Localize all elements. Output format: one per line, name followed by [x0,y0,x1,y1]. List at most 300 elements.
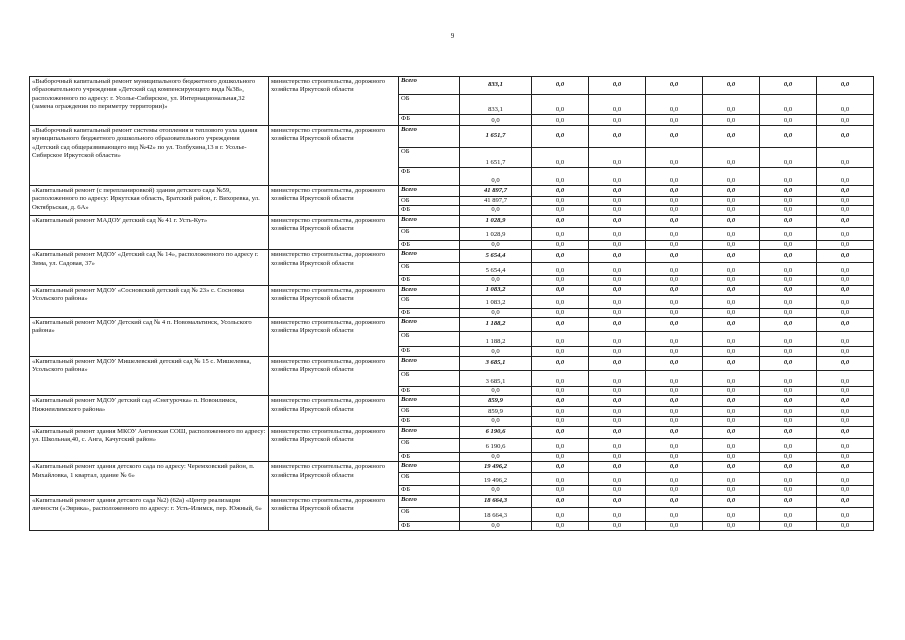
project-name-cell: «Выборочный капитальный ремонт системы отопления и теплового узла здания муниципального бюджетного дошкольного образовательного учреждения «Детский сад общеразвивающего вид №42» по ул. Толбухина,13 в г. Усолье-Сибирское Иркутской области» [30,126,269,186]
amount-cell: 0,0 [589,240,646,249]
funding-source-cell: ОБ [399,197,460,206]
amount-cell: 0,0 [760,126,817,148]
amount-cell: 0,0 [460,115,532,126]
project-name-cell: «Капитальный ремонт МДОУ «Детский сад № 14», расположенного по адресу г. Зима, ул. Садовая, 37» [30,250,269,285]
amount-cell: 0,0 [532,347,589,357]
amount-cell: 0,0 [817,387,874,396]
amount-cell: 0,0 [532,263,589,276]
amount-cell: 0,0 [760,115,817,126]
amount-cell: 0,0 [760,263,817,276]
amount-cell: 0,0 [760,227,817,240]
amount-cell: 0,0 [760,417,817,426]
amount-cell: 0,0 [532,186,589,197]
amount-cell: 0,0 [703,473,760,486]
table-row [30,77,874,95]
amount-cell: 0,0 [646,318,703,332]
amount-cell: 0,0 [760,318,817,332]
amount-cell: 0,0 [532,215,589,227]
amount-cell: 0,0 [703,115,760,126]
amount-cell: 0,0 [646,347,703,357]
amount-cell: 0,0 [703,126,760,148]
amount-cell: 3 685,1 [460,371,532,387]
amount-cell: 0,0 [817,396,874,407]
amount-cell: 0,0 [532,486,589,495]
amount-cell: 0,0 [703,168,760,186]
amount-cell: 0,0 [646,215,703,227]
amount-cell: 0,0 [646,462,703,473]
amount-cell: 0,0 [703,285,760,295]
amount-cell: 0,0 [646,308,703,317]
amount-cell: 0,0 [589,263,646,276]
amount-cell: 0,0 [817,186,874,197]
amount-cell: 0,0 [817,276,874,285]
executor-cell: министерство строительства, дорожного хозяйства Иркутской области [269,396,399,426]
amount-cell: 0,0 [589,426,646,438]
amount-cell: 0,0 [760,77,817,95]
amount-cell: 0,0 [589,396,646,407]
amount-cell: 0,0 [460,308,532,317]
funding-source-cell: ОБ [399,407,460,417]
amount-cell: 0,0 [532,115,589,126]
amount-cell: 0,0 [817,462,874,473]
amount-cell: 0,0 [589,285,646,295]
amount-cell: 0,0 [817,263,874,276]
amount-cell: 0,0 [703,318,760,332]
project-name-cell: «Капитальный ремонт здания детского сада №2) (62а) «Центр реализации личности («Эврика», расположенного по адресу: г. Усть-Илимск, пер. Южный, 6» [30,495,269,530]
amount-cell: 6 190,6 [460,438,532,452]
amount-cell: 0,0 [532,295,589,308]
amount-cell: 0,0 [817,148,874,168]
amount-cell: 0,0 [817,227,874,240]
amount-cell: 0,0 [589,95,646,115]
amount-cell: 1 651,7 [460,126,532,148]
amount-cell: 1 028,9 [460,227,532,240]
amount-cell: 0,0 [532,387,589,396]
project-name-cell: «Выборочный капитальный ремонт муниципального бюджетного дошкольного образовательного учреждения «Детский сад компенсирующего вида №38», расположенного по адресу: г. Усолье-Сибирское, ул. Интернациональная,32 (замена ограждения по периметру территории)» [30,77,269,126]
amount-cell: 0,0 [817,295,874,308]
amount-cell: 859,9 [460,407,532,417]
amount-cell: 0,0 [703,371,760,387]
funding-source-cell: ОБ [399,263,460,276]
amount-cell: 0,0 [646,521,703,530]
amount-cell: 0,0 [646,295,703,308]
amount-cell: 0,0 [760,371,817,387]
amount-cell: 0,0 [646,240,703,249]
amount-cell: 0,0 [646,77,703,95]
amount-cell: 0,0 [532,396,589,407]
amount-cell: 0,0 [760,387,817,396]
amount-cell: 0,0 [532,357,589,371]
amount-cell: 0,0 [532,240,589,249]
amount-cell: 0,0 [589,507,646,521]
amount-cell: 0,0 [760,215,817,227]
amount-cell: 0,0 [817,115,874,126]
funding-source-cell: Всего [399,285,460,295]
amount-cell: 0,0 [646,168,703,186]
amount-cell: 0,0 [817,426,874,438]
amount-cell: 0,0 [760,250,817,263]
amount-cell: 833,1 [460,77,532,95]
funding-source-cell: Всего [399,126,460,148]
amount-cell: 0,0 [703,452,760,461]
amount-cell: 0,0 [703,407,760,417]
amount-cell: 0,0 [817,473,874,486]
amount-cell: 0,0 [460,276,532,285]
amount-cell: 1 083,2 [460,285,532,295]
table-row [30,495,874,507]
amount-cell: 0,0 [460,452,532,461]
amount-cell: 0,0 [532,473,589,486]
amount-cell: 0,0 [532,417,589,426]
table-body [30,77,874,531]
amount-cell: 0,0 [817,308,874,317]
amount-cell: 0,0 [646,115,703,126]
executor-cell: министерство строительства, дорожного хозяйства Иркутской области [269,285,399,317]
table-row [30,426,874,438]
funding-source-cell: ОБ [399,332,460,347]
amount-cell: 0,0 [646,371,703,387]
amount-cell: 0,0 [760,186,817,197]
amount-cell: 0,0 [589,417,646,426]
amount-cell: 0,0 [703,227,760,240]
executor-cell: министерство строительства, дорожного хозяйства Иркутской области [269,357,399,396]
amount-cell: 0,0 [532,250,589,263]
amount-cell: 0,0 [817,332,874,347]
funding-source-cell: ОБ [399,148,460,168]
table-row [30,215,874,227]
amount-cell: 0,0 [589,387,646,396]
executor-cell: министерство строительства, дорожного хозяйства Иркутской области [269,186,399,216]
amount-cell: 0,0 [532,126,589,148]
amount-cell: 0,0 [703,357,760,371]
amount-cell: 0,0 [589,308,646,317]
amount-cell: 0,0 [703,438,760,452]
amount-cell: 5 654,4 [460,263,532,276]
amount-cell: 0,0 [646,332,703,347]
amount-cell: 0,0 [589,521,646,530]
funding-source-cell: ОБ [399,295,460,308]
amount-cell: 0,0 [646,426,703,438]
amount-cell: 0,0 [817,371,874,387]
amount-cell: 0,0 [589,318,646,332]
amount-cell: 0,0 [817,250,874,263]
table-row [30,357,874,371]
amount-cell: 0,0 [703,507,760,521]
amount-cell: 0,0 [760,148,817,168]
amount-cell: 0,0 [760,521,817,530]
amount-cell: 0,0 [817,95,874,115]
amount-cell: 0,0 [760,396,817,407]
funding-source-cell: ОБ [399,507,460,521]
amount-cell: 833,1 [460,95,532,115]
executor-cell: министерство строительства, дорожного хозяйства Иркутской области [269,250,399,285]
amount-cell: 0,0 [646,206,703,215]
amount-cell: 0,0 [817,407,874,417]
table-row [30,126,874,148]
table-row [30,285,874,295]
amount-cell: 0,0 [760,168,817,186]
amount-cell: 0,0 [532,276,589,285]
amount-cell: 0,0 [646,197,703,206]
amount-cell: 0,0 [460,206,532,215]
amount-cell: 0,0 [589,295,646,308]
amount-cell: 41 897,7 [460,197,532,206]
funding-source-cell: ФБ [399,115,460,126]
amount-cell: 0,0 [589,473,646,486]
amount-cell: 5 654,4 [460,250,532,263]
funding-source-cell: Всего [399,250,460,263]
amount-cell: 0,0 [760,276,817,285]
executor-cell: министерство строительства, дорожного хозяйства Иркутской области [269,126,399,186]
amount-cell: 0,0 [589,206,646,215]
funding-source-cell: ФБ [399,206,460,215]
amount-cell: 0,0 [760,95,817,115]
amount-cell: 0,0 [589,215,646,227]
funding-source-cell: Всего [399,426,460,438]
amount-cell: 0,0 [760,438,817,452]
amount-cell: 0,0 [532,495,589,507]
amount-cell: 0,0 [817,417,874,426]
funding-source-cell: ФБ [399,240,460,249]
amount-cell: 0,0 [532,521,589,530]
amount-cell: 0,0 [532,197,589,206]
amount-cell: 0,0 [460,347,532,357]
amount-cell: 3 685,1 [460,357,532,371]
amount-cell: 0,0 [760,357,817,371]
project-name-cell: «Капитальный ремонт МДОУ детский сад «Снегурочка» п. Новоилимск, Нижнеилимского района» [30,396,269,426]
funding-source-cell: ФБ [399,452,460,461]
funding-source-cell: Всего [399,77,460,95]
amount-cell: 0,0 [589,332,646,347]
amount-cell: 0,0 [589,371,646,387]
funding-source-cell: ОБ [399,438,460,452]
funding-source-cell: ОБ [399,227,460,240]
funding-source-cell: ФБ [399,168,460,186]
amount-cell: 0,0 [703,396,760,407]
amount-cell: 0,0 [532,426,589,438]
funding-source-cell: Всего [399,318,460,332]
amount-cell: 0,0 [589,227,646,240]
amount-cell: 6 190,6 [460,426,532,438]
amount-cell: 0,0 [589,250,646,263]
amount-cell: 0,0 [703,426,760,438]
amount-cell: 0,0 [532,507,589,521]
amount-cell: 19 496,2 [460,473,532,486]
executor-cell: министерство строительства, дорожного хозяйства Иркутской области [269,215,399,249]
amount-cell: 0,0 [817,318,874,332]
funding-source-cell: ОБ [399,95,460,115]
amount-cell: 0,0 [760,197,817,206]
funding-source-cell: ФБ [399,417,460,426]
amount-cell: 0,0 [703,347,760,357]
amount-cell: 0,0 [589,462,646,473]
executor-cell: министерство строительства, дорожного хозяйства Иркутской области [269,462,399,495]
amount-cell: 0,0 [646,95,703,115]
amount-cell: 0,0 [703,521,760,530]
executor-cell: министерство строительства, дорожного хозяйства Иркутской области [269,426,399,461]
amount-cell: 0,0 [646,507,703,521]
amount-cell: 0,0 [703,206,760,215]
amount-cell: 0,0 [646,263,703,276]
amount-cell: 0,0 [760,347,817,357]
amount-cell: 0,0 [817,285,874,295]
amount-cell: 0,0 [817,240,874,249]
amount-cell: 0,0 [646,486,703,495]
amount-cell: 19 496,2 [460,462,532,473]
amount-cell: 0,0 [532,452,589,461]
amount-cell: 0,0 [589,77,646,95]
amount-cell: 0,0 [532,462,589,473]
amount-cell: 0,0 [703,250,760,263]
amount-cell: 0,0 [532,285,589,295]
amount-cell: 0,0 [703,148,760,168]
amount-cell: 0,0 [532,371,589,387]
amount-cell: 0,0 [589,197,646,206]
amount-cell: 0,0 [760,452,817,461]
amount-cell: 41 897,7 [460,186,532,197]
amount-cell: 0,0 [817,495,874,507]
amount-cell: 0,0 [703,295,760,308]
amount-cell: 18 664,3 [460,507,532,521]
amount-cell: 0,0 [589,407,646,417]
amount-cell: 0,0 [646,186,703,197]
amount-cell: 0,0 [589,357,646,371]
funding-source-cell: Всего [399,462,460,473]
table-row [30,396,874,407]
amount-cell: 0,0 [817,168,874,186]
amount-cell: 0,0 [532,148,589,168]
amount-cell: 0,0 [532,168,589,186]
amount-cell: 0,0 [646,276,703,285]
amount-cell: 1 188,2 [460,318,532,332]
amount-cell: 0,0 [646,227,703,240]
table-row [30,250,874,263]
budget-table [29,76,874,531]
amount-cell: 0,0 [760,285,817,295]
funding-source-cell: ОБ [399,371,460,387]
amount-cell: 0,0 [589,168,646,186]
amount-cell: 0,0 [703,332,760,347]
executor-cell: министерство строительства, дорожного хозяйства Иркутской области [269,495,399,530]
project-name-cell: «Капитальный ремонт здания детского сада по адресу: Черемховский район, п. Михайловка, 1 квартал, здание № 6» [30,462,269,495]
funding-source-cell: ОБ [399,473,460,486]
amount-cell: 1 651,7 [460,148,532,168]
amount-cell: 0,0 [646,126,703,148]
funding-source-cell: ФБ [399,276,460,285]
project-name-cell: «Капитальный ремонт МДОУ «Сосновский детский сад № 23» с. Сосновка Усольского района» [30,285,269,317]
amount-cell: 0,0 [646,250,703,263]
amount-cell: 0,0 [703,276,760,285]
amount-cell: 0,0 [532,95,589,115]
project-name-cell: «Капитальный ремонт МАДОУ детский сад № 41 г. Усть-Кут» [30,215,269,249]
amount-cell: 0,0 [703,197,760,206]
amount-cell: 0,0 [817,77,874,95]
executor-cell: министерство строительства, дорожного хозяйства Иркутской области [269,318,399,357]
amount-cell: 0,0 [817,126,874,148]
amount-cell: 0,0 [817,521,874,530]
amount-cell: 0,0 [703,240,760,249]
amount-cell: 0,0 [703,486,760,495]
amount-cell: 0,0 [760,308,817,317]
amount-cell: 0,0 [646,285,703,295]
funding-source-cell: Всего [399,495,460,507]
amount-cell: 0,0 [589,186,646,197]
amount-cell: 0,0 [589,126,646,148]
amount-cell: 0,0 [703,186,760,197]
funding-source-cell: ФБ [399,521,460,530]
amount-cell: 859,9 [460,396,532,407]
amount-cell: 0,0 [646,148,703,168]
funding-source-cell: ФБ [399,308,460,317]
project-name-cell: «Капитальный ремонт здания МКОУ Ангинская СОШ, расположенного по адресу: ул. Школьная,40, с. Анга, Качугский район» [30,426,269,461]
amount-cell: 0,0 [460,387,532,396]
amount-cell: 0,0 [589,347,646,357]
amount-cell: 0,0 [817,507,874,521]
amount-cell: 18 664,3 [460,495,532,507]
amount-cell: 0,0 [817,215,874,227]
funding-source-cell: Всего [399,357,460,371]
amount-cell: 0,0 [532,407,589,417]
amount-cell: 0,0 [532,438,589,452]
amount-cell: 0,0 [589,495,646,507]
funding-source-cell: Всего [399,215,460,227]
project-name-cell: «Капитальный ремонт МДОУ Детский сад № 4 п. Новомальтинск, Усольского района» [30,318,269,357]
funding-source-cell: Всего [399,186,460,197]
amount-cell: 0,0 [760,332,817,347]
table-row [30,186,874,197]
page-number: 9 [450,32,455,40]
amount-cell: 0,0 [817,486,874,495]
amount-cell: 0,0 [703,387,760,396]
amount-cell: 0,0 [589,438,646,452]
amount-cell: 0,0 [460,521,532,530]
amount-cell: 0,0 [760,495,817,507]
amount-cell: 0,0 [760,486,817,495]
amount-cell: 0,0 [703,308,760,317]
amount-cell: 0,0 [532,332,589,347]
amount-cell: 0,0 [589,276,646,285]
amount-cell: 0,0 [703,77,760,95]
funding-source-cell: ФБ [399,387,460,396]
amount-cell: 0,0 [460,417,532,426]
amount-cell: 0,0 [817,197,874,206]
amount-cell: 0,0 [532,227,589,240]
amount-cell: 0,0 [532,206,589,215]
amount-cell: 0,0 [646,387,703,396]
amount-cell: 0,0 [760,407,817,417]
amount-cell: 0,0 [532,318,589,332]
amount-cell: 0,0 [589,452,646,461]
amount-cell: 0,0 [760,426,817,438]
amount-cell: 0,0 [460,486,532,495]
amount-cell: 0,0 [646,407,703,417]
amount-cell: 0,0 [532,77,589,95]
amount-cell: 0,0 [703,95,760,115]
amount-cell: 0,0 [646,438,703,452]
amount-cell: 0,0 [703,263,760,276]
amount-cell: 0,0 [760,473,817,486]
amount-cell: 1 188,2 [460,332,532,347]
amount-cell: 0,0 [760,462,817,473]
funding-source-cell: ФБ [399,347,460,357]
amount-cell: 0,0 [646,396,703,407]
amount-cell: 1 028,9 [460,215,532,227]
project-name-cell: «Капитальный ремонт МДОУ Мишелевский детский сад № 15 с. Мишелевка, Усольского района» [30,357,269,396]
amount-cell: 0,0 [703,462,760,473]
funding-source-cell: Всего [399,396,460,407]
amount-cell: 0,0 [532,308,589,317]
amount-cell: 0,0 [460,240,532,249]
